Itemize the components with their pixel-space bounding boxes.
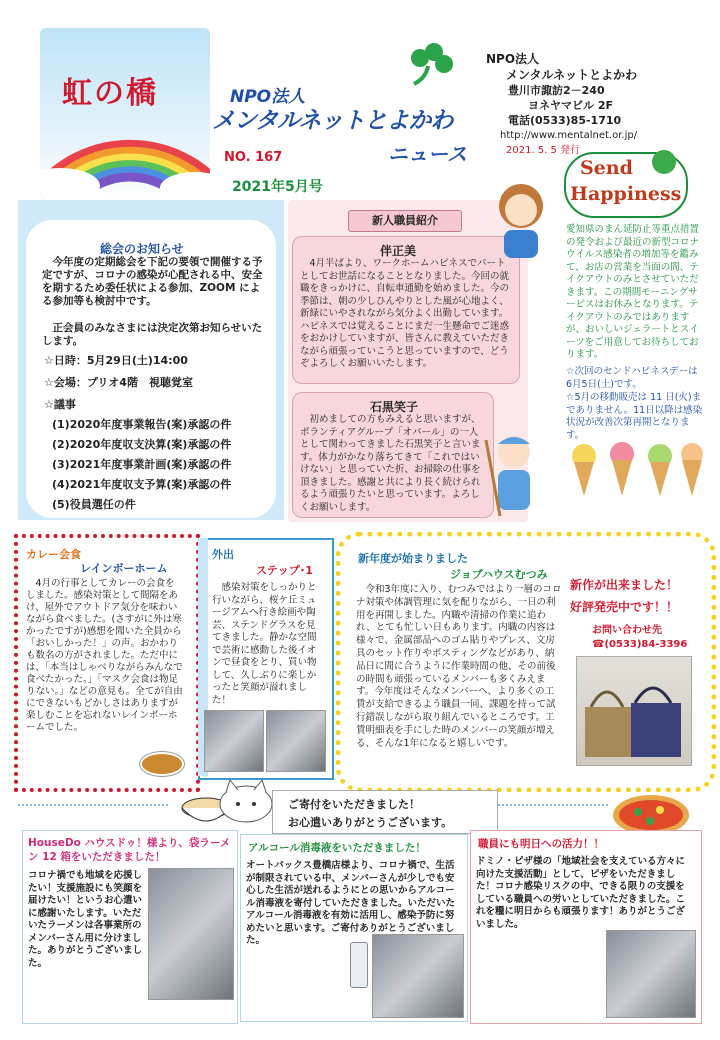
- woven-bags-photo: [576, 656, 692, 766]
- contact-org-name: メンタルネットとよかわ: [506, 68, 638, 82]
- clover-logo-icon: [404, 40, 460, 88]
- housedo-body: コロナ禍でも地域を応援したい！支援施設にも笑顔を届けたい！というお心遣いに感謝いたします。いただいたラーメンは各事業所のメンバーさん用に分けました。ありがとうございました。: [28, 870, 143, 969]
- contact-url[interactable]: http://www.mentalnet.or.jp/: [500, 130, 638, 141]
- green-leaf-badge-icon: [652, 150, 676, 174]
- donation-divider-left: [18, 804, 168, 806]
- housedo-donation-photo: [148, 868, 234, 1000]
- step1-body: 感染対策をしっかりと行いながら、桜ケ丘ミュージアムへ行き絵画や陶芸、ステンドグラスを見てきました。静かな空間で芸術に感動した後イオンで昼食をとり、買い物して、久しぶりに楽しかったと笑顔が溢れました！: [212, 582, 317, 706]
- step1-heading1: 外出: [212, 548, 234, 561]
- agenda-item: (1)2020年度事業報告(案)承認の件: [52, 418, 232, 431]
- agenda-item: (5)役員選任の件: [52, 498, 136, 511]
- contact-address-2: ヨネヤマビル 2F: [528, 99, 613, 112]
- send-happiness-next-day: ☆次回のセンドハピネスデーは 6月5日(土)です。: [566, 366, 698, 390]
- job-house-phone: ☎(0533)84-3396: [592, 639, 688, 650]
- org-name-logo: メンタルネットとよかわ: [212, 108, 453, 134]
- donation-divider-right: [498, 804, 608, 806]
- agenda-item: (4)2021年度収支予算(案)承認の件: [52, 478, 232, 491]
- rainbow-home-heading1: カレー会食: [26, 548, 81, 561]
- pizza-donation-photo: [606, 930, 696, 1018]
- news-label: ニュース: [388, 142, 467, 166]
- step1-heading2: ステップ･1: [256, 564, 313, 577]
- donation-line2: お心遣いありがとうございます。: [288, 816, 453, 829]
- contact-npo: NPO法人: [486, 52, 540, 66]
- housedo-heading: HouseDo ハウスドゥ！様より、袋ラーメン 12 箱をいただきました！: [28, 837, 231, 863]
- curry-plate-icon: [140, 752, 184, 776]
- staff2-name: 石黒笑子: [370, 400, 419, 414]
- send-happiness-line1: Send: [580, 157, 633, 179]
- alcohol-heading: アルコール消毒液をいただきました！: [248, 842, 426, 854]
- agenda-item: (3)2021年度事業計画(案)承認の件: [52, 458, 232, 471]
- header-rainbow-panel: [40, 28, 210, 198]
- staff1-body: 4月半ばより、ワークホームハピネスでパートとしてお世話になることとなりました。今回の就職をきっかけに、自転車通勤を始めました。今の季節は、朝の少しひんやりとした風が心地よく、新緑にいやされながら気分よく出勤しています。ハピネスでは覚えることにまだ一生懸命でご迷惑をおかけしていますが、皆さんに教えていただきながら頑張っていこうと思っていますので、どうぞよろしくお願いいたします。: [300, 258, 510, 369]
- agenda-item: (2)2020年度収支決算(案)承認の件: [52, 438, 232, 451]
- new-product-banner-2: 好評発売中です！！: [570, 600, 679, 614]
- contact-phone: 電話(0533)85-1710: [508, 114, 622, 127]
- issue-number: NO. 167: [224, 150, 283, 165]
- send-happiness-mobile-sales: ☆5月の移動販売は 11 日(火)までありません。11日以降は感染状況が改善次第再開となります。: [566, 392, 703, 441]
- rainbow-illustration: [40, 28, 210, 198]
- general-meeting-heading: 総会のお知らせ: [100, 242, 184, 256]
- donation-line1: ご寄付をいただきました！: [288, 798, 420, 811]
- new-product-banner-1: 新作が出来ました！: [570, 578, 679, 592]
- museum-photo-2: [266, 710, 326, 772]
- new-staff-banner: 新人職員紹介: [348, 210, 462, 232]
- museum-photo-1: [204, 710, 264, 772]
- job-house-heading2: ジョブハウスむつみ: [450, 568, 548, 581]
- cleaning-staff-illustration: [480, 430, 546, 520]
- send-happiness-body: 愛知県のまん延防止等重点措置の発令および最近の新型コロナウイルス感染者の増加等を鑑みて、お店の営業を当面の間、テイクアウトのみとさせていただきます。この期間モーニングサービスはお休みとなります。テイクアウトのみではありますが、おいしいジェラートとスイーツをご用意してお待ちしております。: [566, 224, 700, 360]
- general-meeting-note: 正会員のみなさまには決定次第お知らせいたします。: [42, 322, 263, 347]
- send-happiness-line2: Happiness: [570, 183, 682, 205]
- newsletter-title: 虹の橋: [62, 76, 158, 111]
- job-house-inquiry: お問い合わせ先: [592, 625, 662, 636]
- staff-woman-illustration: [490, 180, 552, 260]
- staff2-body: 初めましての方もみえると思いますが、ボランティアグループ「オパール」の一人として関わってきました石黒笑子と言います。体力がかなり落ちてきて「これではいけない」と思っていた折、お掃除の仕事を頂きました。感謝と共により長く続けられるよう頑張りたいと思っています。よろしくお願いします。: [300, 414, 481, 513]
- ice-cream-icon: [560, 440, 708, 500]
- issue-date: 2021. 5. 5 発行: [506, 145, 581, 156]
- rainbow-home-body: 4月の行事としてカレーの会食をしました。感染対策として間隔をあけ、屋外でアウトドア気分を味わいながら食べました。(さすがに外は寒かったですが)感想を聞いた全員から「おいしかった！」の声。おかわりも数名の方がされました。ただ中には、「本当はしゃべりながらみんなで食べたかった。」「マスク会食は物足りない。」などの意見も。全てが自由にできないもどかしさはありますが楽しむことを忘れないレインボーホームでした。: [26, 578, 183, 733]
- cat-character-illustration: [216, 776, 276, 824]
- rainbow-home-heading2: レインボーホーム: [80, 562, 168, 575]
- meeting-agenda-label: ☆議事: [44, 398, 76, 411]
- woven-bags-illustration: [577, 657, 691, 765]
- meeting-date: ☆日時：5月29日(土)14:00: [44, 354, 188, 367]
- job-house-heading1: 新年度が始まりました: [358, 552, 468, 565]
- meeting-venue: ☆会場：プリオ4階 視聴覚室: [44, 376, 193, 389]
- contact-address-1: 豊川市諏訪2－240: [508, 84, 605, 97]
- sanitizer-bottle-icon: [350, 942, 368, 988]
- pizza-heading: 職員にも明日への活力！！: [478, 838, 604, 850]
- pizza-body: ドミノ・ピザ様の「地域社会を支えている方々に向けた支援活動」として、ピザをいただきました！コロナ感染リスクの中、できる限りの支援をしている職員への労いとしていただきました。これを糧に明日からも頑張ります！ありがとうございました。: [476, 856, 686, 930]
- staff1-name: 伴正美: [380, 244, 417, 258]
- alcohol-body: オートバックス豊橋店様より、コロナ禍で、生活が制限されている中、メンバーさんが少しでも安心した生活が送れるようにとの思いからアルコール消毒液を寄付していただきました。いただいたアルコール消毒液を有効に活用し、感染予防に努めたいと思います。ご寄付ありがとうございました。: [246, 860, 456, 946]
- npo-label: NPO法人: [230, 87, 306, 107]
- job-house-body: 令和3年度に入り、むつみではより一層のコロナ対策や体調管理に気を配りながら、一日の利用を再開しました。内職や清掃の作業に追われ、とても忙しい日もあります。内職の内容は様々で、金属部品へのゴム貼りやプレス、文房具のセット作りやポスティングなどがあり、納品日に間に合うように作業時間の他、その前後の時間も頑張っているメンバーも多くみえます。今年度はそんなメンバーへ、より多くの工賃が支給できるよう職員一同、課題を持って試行錯誤しながら取り組んでいるところです。工賃明細表を手にした時のメンバーの笑顔が増える、そんな1年になると嬉しいです。: [356, 584, 562, 749]
- issue-month: 2021年5月号: [232, 179, 323, 195]
- general-meeting-intro: 今年度の定期総会を下記の要領で開催する予定ですが、コロナの感染が心配される中、安全を期するため委任状による参加、ZOOM による参加等も検討中です。: [42, 256, 263, 307]
- alcohol-donation-photo: [372, 934, 464, 1018]
